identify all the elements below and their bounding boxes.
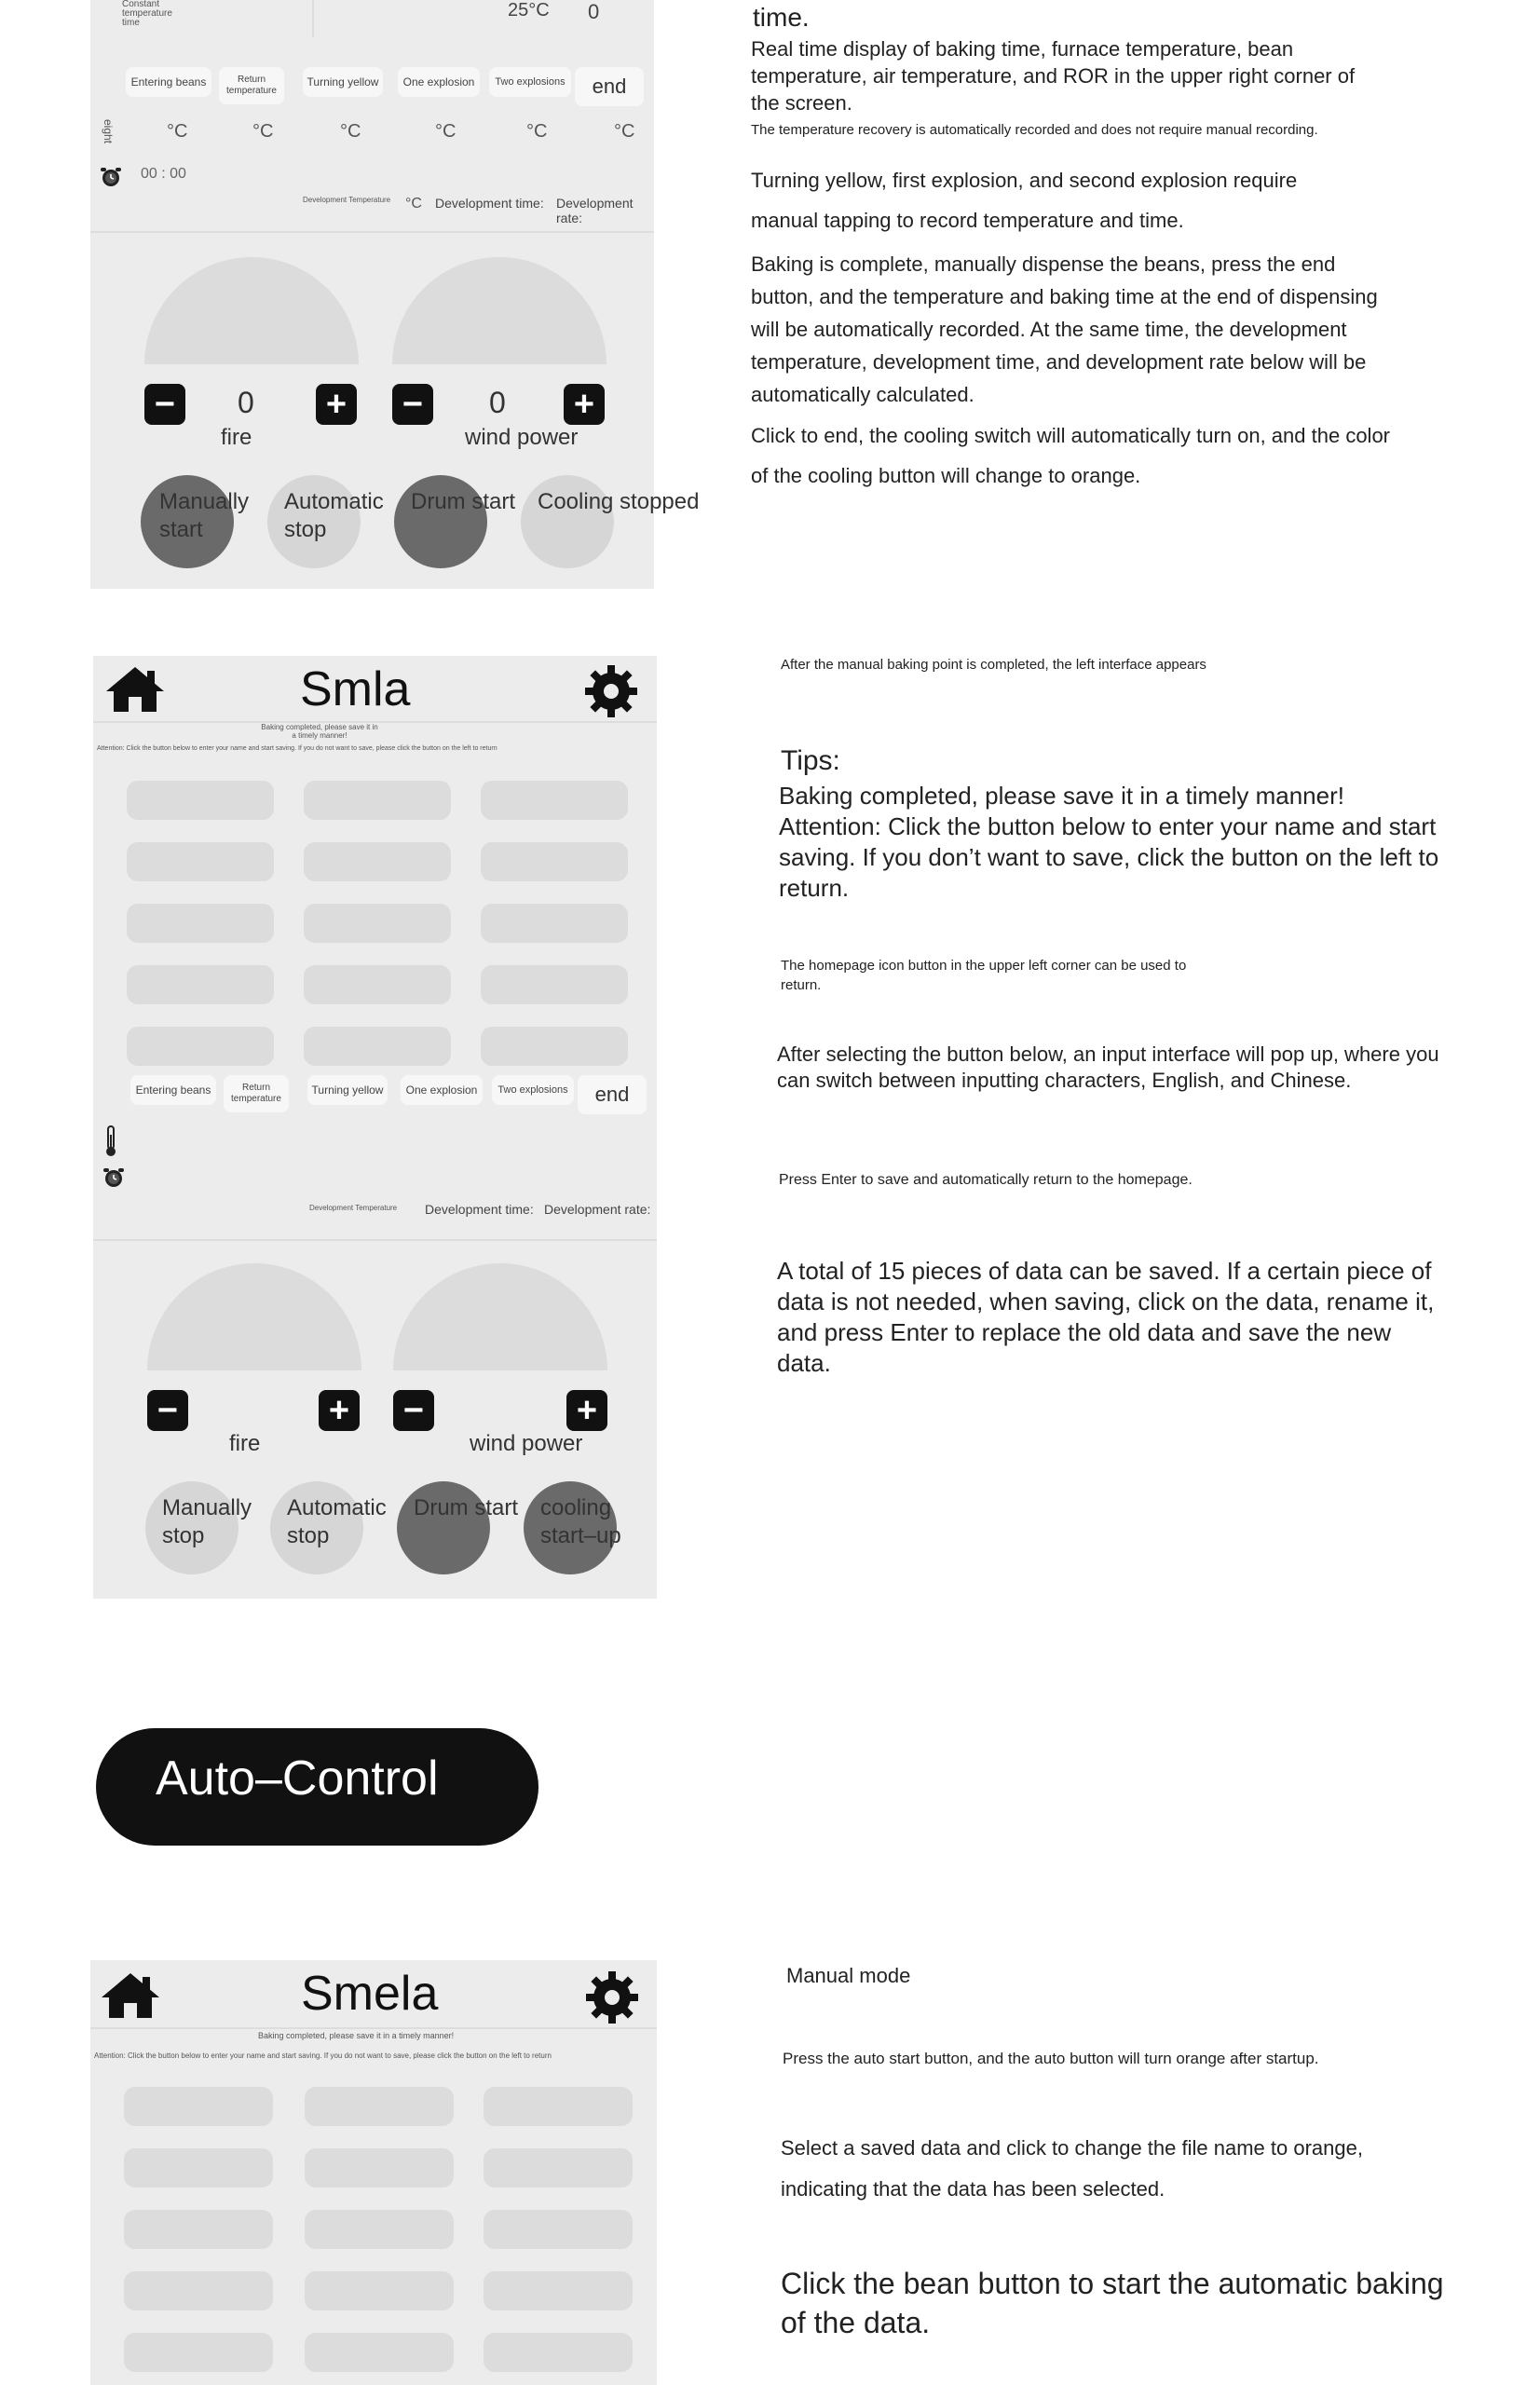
notice-line-2: Attention: Click the button below to enter your name and start saving. If you do not want to save, please click the button on the left to return [94, 2051, 552, 2060]
header-divider [93, 721, 657, 723]
desc-time-line: time. [753, 3, 810, 32]
header-divider [90, 2027, 657, 2029]
chip-entering-beans[interactable]: Entering beans [130, 1075, 216, 1105]
section-divider [90, 231, 654, 233]
notice-line-1: Baking completed, please save it in a timely manner! [258, 2031, 455, 2040]
save-slot[interactable] [305, 2271, 454, 2310]
cooling-startup-label: cooling start–up [540, 1495, 621, 1548]
chip-two-explosions[interactable]: Two explosions [492, 1075, 574, 1105]
notice-line-1: Baking completed, please save it in a timely manner! [261, 723, 378, 740]
save-slot[interactable] [124, 2271, 273, 2310]
wind-power-label: wind power [465, 425, 579, 450]
unit-2: °C [252, 121, 274, 142]
unit-3: °C [340, 121, 361, 142]
enter-note: Press Enter to save and automatically return to the homepage. [779, 1172, 1192, 1188]
wind-minus-button[interactable]: − [392, 384, 433, 425]
app-title: Smela [301, 1967, 439, 2021]
timer-readout: 00 : 00 [141, 166, 186, 182]
drum-start-label: Drum start [414, 1495, 519, 1520]
desc-realtime-display: Real time display of baking time, furnace temperature, bean temperature, air temperature, and ROR in the upper right corner of the screen. [751, 37, 1356, 115]
chip-end[interactable]: end [578, 1075, 647, 1114]
save-slot[interactable] [127, 965, 274, 1004]
input-note: After selecting the button below, an input interface will pop up, where you can switch between inputting characters, English, and Chinese. [777, 1043, 1439, 1092]
save-slot[interactable] [305, 2148, 454, 2187]
alarm-clock-icon [100, 166, 122, 188]
save-slot[interactable] [481, 1027, 628, 1066]
save-slot[interactable] [484, 2333, 633, 2372]
mode-label: Manual mode [786, 1964, 911, 1987]
tips-body: Baking completed, please save it in a timely manner! Attention: Click the button below to enter your name and start saving. If you don’t want to save, click the button on the left to return. [779, 782, 1439, 902]
manual-stop-label: Manually stop [162, 1495, 252, 1548]
fire-label: fire [229, 1431, 261, 1456]
development-temperature-label: Development Temperature [309, 1204, 398, 1212]
save-slot[interactable] [127, 781, 274, 820]
panel-manual-baking [90, 0, 700, 589]
desc-manual-tapping: Turning yellow, first explosion, and second explosion require manual tapping to record temperature and time. [751, 169, 1298, 232]
total-note: A total of 15 pieces of data can be saved. If a certain piece of data is not needed, when saving, click on the data, rename it, and press Enter to replace the old data and save the new data. [777, 1257, 1435, 1377]
select-data-note: Select a saved data and click to change the file name to orange, indicating that the data has been selected. [781, 2136, 1363, 2201]
chip-turning-yellow[interactable]: Turning yellow [307, 1075, 388, 1105]
save-slot[interactable] [481, 965, 628, 1004]
save-slot[interactable] [124, 2333, 273, 2372]
wind-plus-button[interactable]: + [564, 384, 605, 425]
save-slot[interactable] [124, 2087, 273, 2126]
automatic-stop-label: Automatic stop [284, 489, 384, 542]
save-slot[interactable] [484, 2087, 633, 2126]
desc-intro: After the manual baking point is completed, the left interface appears [781, 657, 1206, 673]
home-icon[interactable] [100, 1969, 161, 2020]
zero-readout: 0 [588, 0, 600, 23]
chip-entering-beans[interactable]: Entering beans [126, 67, 211, 97]
wind-minus-button[interactable]: − [393, 1390, 434, 1431]
cooling-stopped-label: Cooling stopped [538, 489, 700, 514]
alarm-clock-icon [102, 1166, 125, 1189]
development-time-label: Development time: [435, 196, 544, 211]
save-slot[interactable] [305, 2333, 454, 2372]
save-slot[interactable] [304, 965, 451, 1004]
save-slot[interactable] [305, 2087, 454, 2126]
tips-title: Tips: [781, 745, 840, 776]
save-slot[interactable] [124, 2210, 273, 2249]
save-slot[interactable] [305, 2210, 454, 2249]
app-title: Smla [300, 662, 411, 716]
panel-save-screen [93, 656, 657, 1599]
temperature-readout: 25°C [508, 0, 550, 20]
settings-gear-icon[interactable] [584, 1969, 640, 2025]
chip-one-explosion[interactable]: One explosion [401, 1075, 483, 1105]
auto-control-banner [96, 1728, 538, 1846]
fire-plus-button[interactable]: + [319, 1390, 360, 1431]
unit-6: °C [614, 121, 635, 142]
fire-gauge [144, 257, 359, 364]
fire-value: 0 [238, 386, 254, 419]
automatic-stop-label: Automatic stop [287, 1495, 387, 1548]
home-icon[interactable] [104, 663, 166, 714]
chip-two-explosions[interactable]: Two explosions [489, 67, 571, 97]
fire-gauge [147, 1263, 361, 1370]
chip-one-explosion[interactable]: One explosion [398, 67, 480, 97]
auto-control-label: Auto–Control [156, 1751, 439, 1806]
fire-minus-button[interactable]: − [147, 1390, 188, 1431]
save-slot[interactable] [481, 842, 628, 881]
development-rate-label: Development rate: [544, 1202, 651, 1217]
save-slot[interactable] [127, 1027, 274, 1066]
manual-start-label: Manually start [159, 489, 250, 542]
wind-power-label: wind power [470, 1431, 583, 1456]
save-slot[interactable] [304, 842, 451, 881]
development-temperature-unit: °C [405, 196, 422, 211]
desc-temp-recovery: The temperature recovery is automatically recorded and does not require manual recording. [751, 122, 1318, 138]
development-time-label: Development time: [425, 1202, 534, 1217]
auto-start-note: Press the auto start button, and the auto button will turn orange after startup. [783, 2050, 1319, 2067]
chip-return-temperature[interactable]: Return temperature [219, 67, 284, 104]
save-slot[interactable] [127, 904, 274, 943]
bean-button-note: Click the bean button to start the automatic baking of the data. [781, 2267, 1444, 2339]
wind-gauge [392, 257, 606, 364]
save-slot[interactable] [304, 781, 451, 820]
fire-minus-button[interactable]: − [144, 384, 185, 425]
wind-plus-button[interactable]: + [566, 1390, 607, 1431]
save-slot[interactable] [304, 1027, 451, 1066]
wind-value: 0 [489, 386, 506, 419]
unit-1: °C [167, 121, 188, 142]
fire-label: fire [221, 425, 252, 450]
unit-4: °C [435, 121, 457, 142]
save-slot[interactable] [127, 842, 274, 881]
desc-baking-complete: Baking is complete, manually dispense the beans, press the end button, and the temperature and baking time at the end of dispensing will be automatically recorded. At the same time, the development temperature, development time, and development rate below will be automatically calculated. [751, 252, 1378, 406]
notice-line-2: Attention: Click the button below to enter your name and start saving. If you do not want to save, please click the button on the left to return [97, 745, 497, 752]
development-temperature-label: Development Temperature [303, 196, 391, 204]
save-slot[interactable] [481, 904, 628, 943]
unit-5: °C [526, 121, 548, 142]
fire-plus-button[interactable]: + [316, 384, 357, 425]
settings-gear-icon[interactable] [583, 663, 639, 719]
drum-start-label: Drum start [411, 489, 516, 514]
save-slot[interactable] [484, 2148, 633, 2187]
chip-end[interactable]: end [575, 67, 644, 106]
save-slot[interactable] [304, 904, 451, 943]
chip-turning-yellow[interactable]: Turning yellow [303, 67, 383, 97]
panel-auto-control [90, 1960, 657, 2385]
chip-return-temperature[interactable]: Return temperature [224, 1075, 289, 1112]
desc-click-end: Click to end, the cooling switch will automatically turn on, and the color of the cooling button will change to orange. [751, 424, 1391, 487]
constant-temperature-label: Constant temperature time [122, 0, 172, 28]
eight-label: eight [102, 118, 116, 144]
save-slot[interactable] [481, 781, 628, 820]
thermometer-icon [104, 1125, 117, 1157]
save-slot[interactable] [124, 2148, 273, 2187]
wind-gauge [393, 1263, 607, 1370]
section-divider [93, 1239, 657, 1241]
development-rate-label: Development rate: [556, 196, 634, 225]
save-slot[interactable] [484, 2271, 633, 2310]
save-slot[interactable] [484, 2210, 633, 2249]
header-divider [312, 0, 314, 37]
home-note: The homepage icon button in the upper left corner can be used to return. [781, 958, 1187, 993]
